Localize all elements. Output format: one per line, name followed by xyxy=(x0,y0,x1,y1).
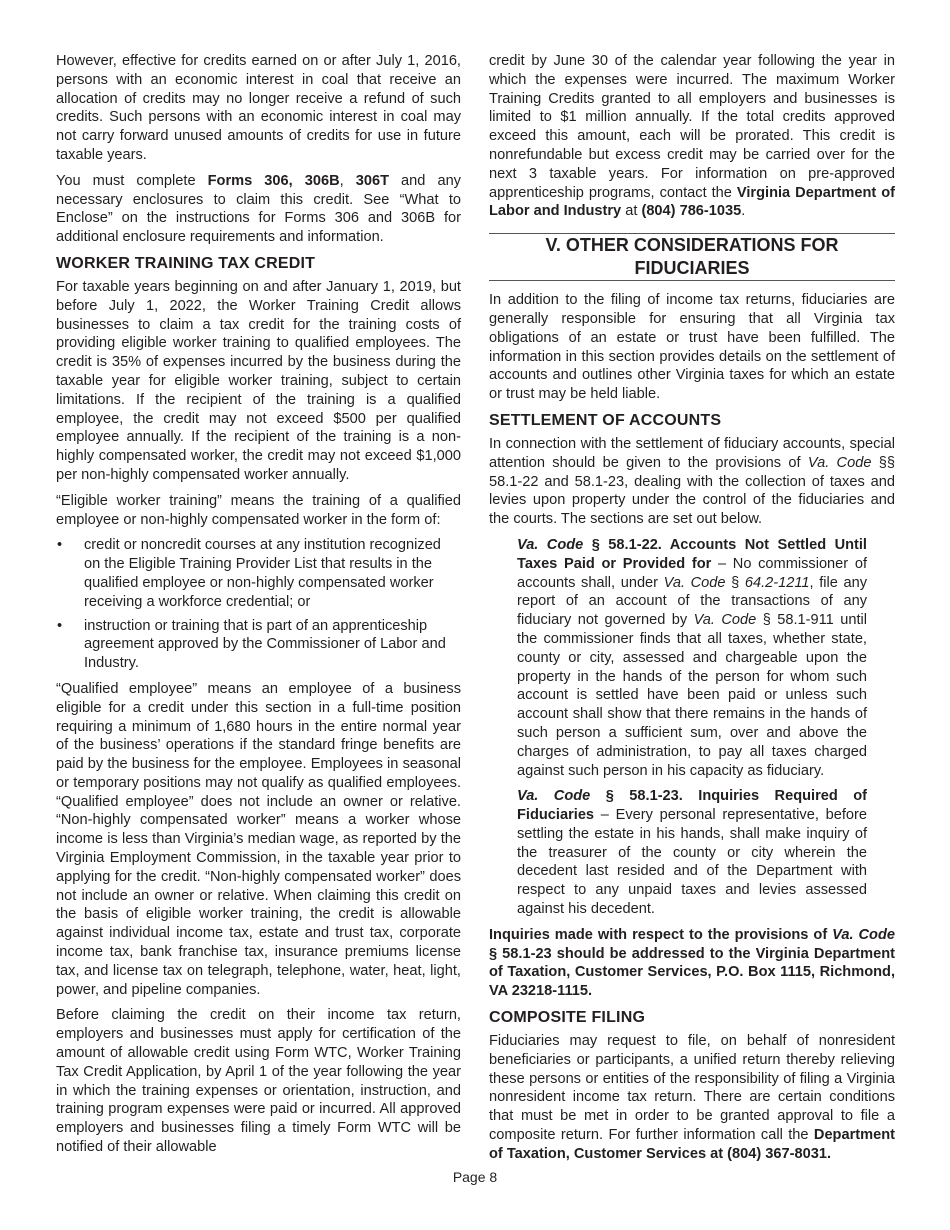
page-number: Page 8 xyxy=(452,1169,498,1185)
code-citation: Va. Code xyxy=(663,574,726,591)
list-item-text: instruction or training that is part of an apprenticeship agreement approved by the Commissioner of Labor and Industry. xyxy=(84,617,446,672)
text: Fiduciaries may request to file, on behalf of nonresident beneficiaries or participants, a unified return thereby relieving these persons or entities of the responsibility of filing a Virginia nonresident income tax return. There are certain conditions that must be met in order to be granted approval to file a composite return. For further information call the xyxy=(489,1033,895,1144)
text: , xyxy=(339,172,356,189)
forms-label: Forms 306, 306B xyxy=(207,172,340,189)
text: Inquiries made with respect to the provisions of xyxy=(489,926,833,943)
text: §§ 58.1-22 and 58.1-23, dealing with the collection of taxes and levies upon property under the control of the fiduciaries and the courts. The sections are set out below. xyxy=(489,454,895,528)
credit-continuation-paragraph xyxy=(489,52,895,221)
phone-number: (804) 786-1035 xyxy=(641,203,742,220)
text: credit by June 30 of the calendar year following the year in which the expenses were incurred. The maximum Worker Training Credits granted to all employers and businesses is limited to $1 million annually. If the total credits approved exceed this amount, each will be prorated. This credit is nonrefundable but excess credit may be carried over for the next 3 taxable years. For information on pre-approved apprenticeship programs, contact the xyxy=(489,53,895,201)
contact-info: Department of Taxation, Customer Services at (804) 367-8031. xyxy=(489,1127,895,1162)
text: – Every personal representative, before settling the estate in his hands, shall make inquiry of the treasurer of the county or city wherein the decedent last resided and of the Department with respect to any unpaid taxes and levies assessed against his decedent. xyxy=(517,807,867,918)
settlement-paragraph xyxy=(489,435,895,529)
fiduciary-intro-paragraph: In addition to the filing of income tax returns, fiduciaries are generally responsible for ensuring that all Virginia tax obligations of an estate or trust have been fulfilled. The information in this section provides details on the settlement of accounts and outlines other Virginia taxes for which an estate or trust may be held liable. xyxy=(489,292,895,403)
text: – No commissioner of accounts shall, under xyxy=(517,555,867,591)
eligible-training-paragraph: “Eligible worker training” means the training of a qualified employee or non-highly compensated worker in the form of: xyxy=(56,492,461,528)
code-citation: Va. Code xyxy=(517,536,584,553)
composite-filing-heading: COMPOSITE FILING xyxy=(489,1009,646,1027)
code-58-1-22-quote xyxy=(517,536,867,780)
code-citation: Va. Code xyxy=(807,454,872,471)
composite-filing-paragraph xyxy=(489,1032,895,1164)
qualified-employee-paragraph: “Qualified employee” means an employee of a business eligible for a credit under this section in a full-time position requiring a minimum of 1,680 hours in the entire normal year of the business’ operations if the standard fringe benefits are paid by the business for the employee. Employees in seasonal or temporary positions may not qualify as qualified employees. “Qualified employee” does not include an owner or relative. “Non-highly compensated worker” means a worker whose income is less than Virginia’s median wage, as reported by the Virginia Employment Commission, in the taxable year prior to applying for the credit. “Non-highly compensated worker” does not include an owner or relative. When claiming this credit on the basis of eligible worker training, the credit is allowable against individual income tax, estate and trust tax, corporate income tax, bank franchise tax, insurance premiums license tax, and license tax on telegraph, telephone, water, heat, light, power, and pipeline companies. xyxy=(56,680,461,998)
coal-credit-paragraph: However, effective for credits earned on or after July 1, 2016, persons with an economic interest in coal that receive an allocation of credits may no longer receive a refund of such credits. Such persons with an economic interest in coal may not carry forward unused amounts of credits for use in future taxable years. xyxy=(56,53,461,163)
section-title: V. OTHER CONSIDERATIONS FOR FIDUCIARIES xyxy=(489,233,895,281)
text: You must complete xyxy=(56,172,208,189)
bullet-icon: • xyxy=(57,617,63,634)
text: at xyxy=(621,203,642,220)
code-citation: Va. Code xyxy=(693,612,757,629)
left-column xyxy=(56,52,461,1164)
right-column xyxy=(489,52,895,1171)
eligible-training-list xyxy=(56,536,461,673)
text: § 58.1-911 until the commissioner finds that all taxes, whether state, county or city, assessed and chargeable upon the property in the hands of the person for whom such account is settled have been paid or unless such account shall show that there remains in the hands of such person a sufficient sum, over and above the charges of administration, to pay all taxes charged against such person in his capacity as fiduciary. xyxy=(517,612,867,779)
forms-label: 306T xyxy=(355,172,389,189)
code-citation: Va. Code xyxy=(832,926,896,943)
bullet-icon: • xyxy=(57,537,63,554)
department-name: Virginia Department of Labor and Industry xyxy=(489,184,895,220)
worker-training-paragraph: For taxable years beginning on and after January 1, 2019, but before July 1, 2022, the Worker Training Credit allows businesses to claim a tax credit for the training costs of providing eligible worker training to qualified employees. The credit is 35% of expenses incurred by the business during the taxable year for eligible worker training, subject to certain limitations. If the recipient of the training is a qualified employee, the credit may not exceed $500 per qualified employee annually. If the recipient of the training is a non-highly compensated worker, the credit may not exceed $1,000 per non-highly compensated worker annually. xyxy=(56,278,461,483)
text: . xyxy=(741,203,746,220)
code-citation: Va. Code xyxy=(517,788,591,805)
text: , file any report of an account of the transactions of any fiduciary not governed by xyxy=(517,574,867,629)
text: and any necessary enclosures to claim this credit. See “What to Enclose” on the instructions for Forms 306 and 306B for additional enclosure requirements and information. xyxy=(56,172,461,246)
list-item-text: credit or noncredit courses at any institution recognized on the Eligible Training Provider List that results in the qualified employee or non-highly compensated worker receiving a workforce credential; or xyxy=(84,537,441,610)
inquiries-paragraph xyxy=(489,926,895,1001)
certification-paragraph: Before claiming the credit on their income tax return, employers and businesses must apply for certification of the amount of allowable credit using Form WTC, Worker Training Tax Credit Application, by April 1 of the year following the year in which the training expenses or orientation, instruction, and training program expenses were paid or incurred. All approved employers and businesses filing a timely Form WTC will be notified of their allowable xyxy=(56,1007,461,1156)
text: In connection with the settlement of fiduciary accounts, special attention should be given to the provisions of xyxy=(489,435,895,471)
code-title: § 58.1-22. Accounts Not Settled Until Taxes Paid or Provided for xyxy=(517,536,867,572)
worker-training-heading: WORKER TRAINING TAX CREDIT xyxy=(56,254,316,272)
code-reference: 64.2-1211 xyxy=(744,574,810,591)
code-title: § 58.1-23. Inquiries Required of Fiduciaries xyxy=(517,788,867,824)
code-58-1-23-quote xyxy=(517,787,867,919)
forms-paragraph xyxy=(56,172,461,247)
list-item xyxy=(56,536,461,611)
list-item xyxy=(56,617,461,673)
text: § 58.1-23 should be addressed to the Virginia Department of Taxation, Customer Services, P.O. Box 1115, Richmond, VA 23218-1115. xyxy=(489,945,895,1000)
text: § xyxy=(725,574,745,591)
settlement-heading: SETTLEMENT OF ACCOUNTS xyxy=(489,411,722,429)
